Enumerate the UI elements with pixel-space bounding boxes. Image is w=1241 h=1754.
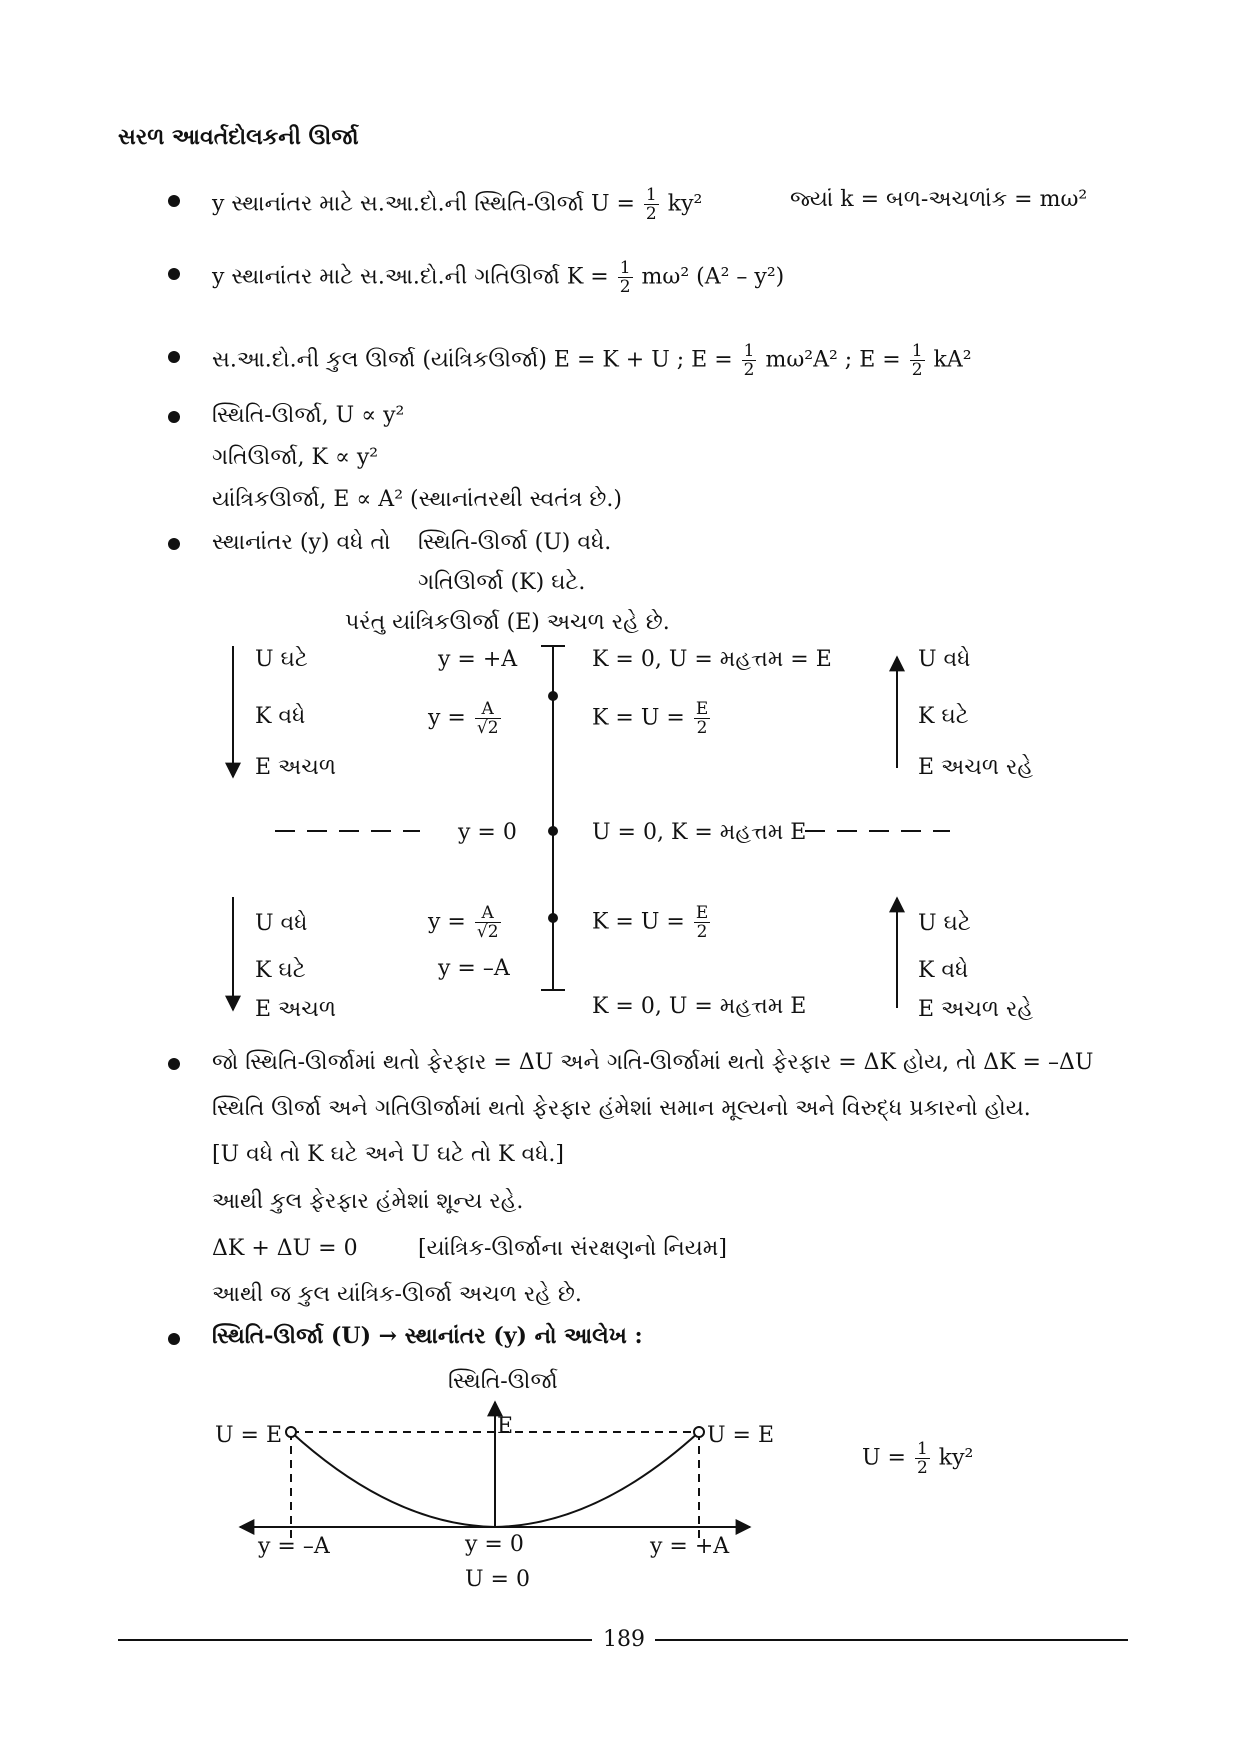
left-top-label-1: U ઘટે [255,647,308,672]
left-bottom-label-1: U વધે [255,911,308,936]
graph-right-point-label: U = E [707,1423,775,1448]
graph-formula: U = $\frac{1}{2}$ ky² [862,1439,974,1478]
right-bottom-label-3: E અચળ રહે [918,997,1034,1022]
graph-y-axis-label: સ્થિતિ-ઊર્જા [448,1369,558,1394]
te-text: સ.આ.દો.ની કુલ ઊર્જા (યાંત્રિકઊર્જા) E = K + U ; E = [212,347,733,373]
a-over-root2: $\frac{A}{√2}$ [476,699,499,738]
energy-constant-text: પરંતુ યાંત્રિકઊર્જા (E) અચળ રહે છે. [345,610,670,635]
proportionality-line-3: યાંત્રિકઊર્જા, E ∝ A² (સ્થાનાંતરથી સ્વતંત્ર છે.) [212,487,622,512]
change-line-2: સ્થિતિ ઊર્જા અને ગતિઊર્જામાં થતો ફેરફાર હંમેશાં સમાન મૂલ્યનો અને વિરુદ્ધ પ્રકારનો હોય. [212,1096,1031,1121]
y-zero-label: y = 0 [458,820,517,845]
a-over-root2: $\frac{A}{√2}$ [476,903,499,942]
graph-x-left-label: y = –A [258,1534,330,1559]
graph-left-point [286,1427,296,1437]
right-top-label-1: U વધે [918,647,971,672]
half-fraction: $\frac{1}{2}$ [911,341,923,380]
axis-point-bottom [548,913,558,923]
y-minus-a-label: y = –A [438,956,510,981]
ke-decreases-text: ગતિઊર્જા (K) ઘટે. [418,570,586,595]
state-equal-bottom: K = U = $\frac{E}{2}$ [592,903,709,942]
pe-text: y સ્થાનાંતર માટે સ.આ.દો.ની સ્થિતિ-ઊર્જા U = [212,191,635,217]
y-a-root2-label-top: y = $\frac{A}{√2}$ [428,699,499,738]
right-bottom-label-2: K વધે [918,958,969,983]
change-line-3: [U વધે તો K ઘટે અને U ઘટે તો K વધે.] [212,1142,564,1167]
force-constant-note: જ્યાં k = બળ-અચળાંક = mω² [790,187,1088,212]
right-top-label-3: E અચળ રહે [918,755,1034,780]
proportionality-line-2: ગતિઊર્જા, K ∝ y² [212,445,379,470]
graph-u-zero-label: U = 0 [465,1567,530,1592]
graph-heading: સ્થિતિ-ઊર્જા (U) → સ્થાનાંતર (y) નો આલેખ : [212,1323,643,1349]
graph-left-point-label: U = E [215,1423,283,1448]
e-over-2: $\frac{E}{2}$ [695,699,709,738]
te-mid: mω²A² ; E = [765,347,901,373]
ke-tail: mω² (A² – y²) [641,264,785,290]
state-equal-top: K = U = $\frac{E}{2}$ [592,699,709,738]
te-tail: kA² [933,347,972,373]
graph-right-point [694,1427,704,1437]
state-mid: U = 0, K = મહત્તમ E [592,820,807,845]
left-bottom-label-3: E અચળ [255,997,337,1022]
half-fraction: $\frac{1}{2}$ [619,258,631,297]
graph-x-mid-label: y = 0 [465,1532,524,1557]
y-a-root2-label-bottom: y = $\frac{A}{√2}$ [428,903,499,942]
axis-point-mid [548,826,558,836]
left-top-label-2: K વધે [255,704,306,729]
half-fraction: $\frac{1}{2}$ [743,341,755,380]
graph-e-label: E [497,1414,514,1439]
axis-point-top [548,691,558,701]
proportionality-line-1: સ્થિતિ-ઊર્જા, U ∝ y² [212,403,405,428]
half-fraction: $\frac{1}{2}$ [645,185,657,224]
left-top-label-3: E અચળ [255,755,337,780]
change-line-6: આથી જ કુલ યાંત્રિક-ઊર્જા અચળ રહે છે. [212,1282,582,1307]
ke-text: y સ્થાનાંતર માટે સ.આ.દો.ની ગતિઊર્જા K = [212,264,609,290]
half-fraction: $\frac{1}{2}$ [916,1439,928,1478]
e-over-2: $\frac{E}{2}$ [695,903,709,942]
conservation-equation: ΔK + ΔU = 0 [212,1236,358,1261]
pe-increases-text: સ્થિતિ-ઊર્જા (U) વધે. [418,530,612,555]
page-number: 189 [603,1627,645,1652]
state-bottom: K = 0, U = મહત્તમ E [592,994,807,1019]
right-top-label-2: K ઘટે [918,704,969,729]
right-bottom-label-1: U ઘટે [918,911,971,936]
change-line-1: જો સ્થિતિ-ઊર્જામાં થતો ફેરફાર = ΔU અને ગતિ-ઊર્જામાં થતો ફેરફાર = ΔK હોય, તો ΔK = –ΔU [212,1050,1094,1075]
change-line-4: આથી કુલ ફેરફાર હંમેશાં શૂન્ય રહે. [212,1189,524,1214]
section-heading: સરળ આવર્તદોલકની ઊર્જા [118,124,359,150]
left-bottom-label-2: K ઘટે [255,958,306,983]
pe-tail: ky² [667,191,703,217]
conservation-law-name: [યાંત્રિક-ઊર્જાના સંરક્ષણનો નિયમ] [418,1236,727,1261]
displacement-increase-text: સ્થાનાંતર (y) વધે તો [212,530,391,555]
graph-x-right-label: y = +A [650,1534,730,1559]
state-top: K = 0, U = મહત્તમ = E [592,647,832,672]
y-plus-a-label: y = +A [438,647,518,672]
